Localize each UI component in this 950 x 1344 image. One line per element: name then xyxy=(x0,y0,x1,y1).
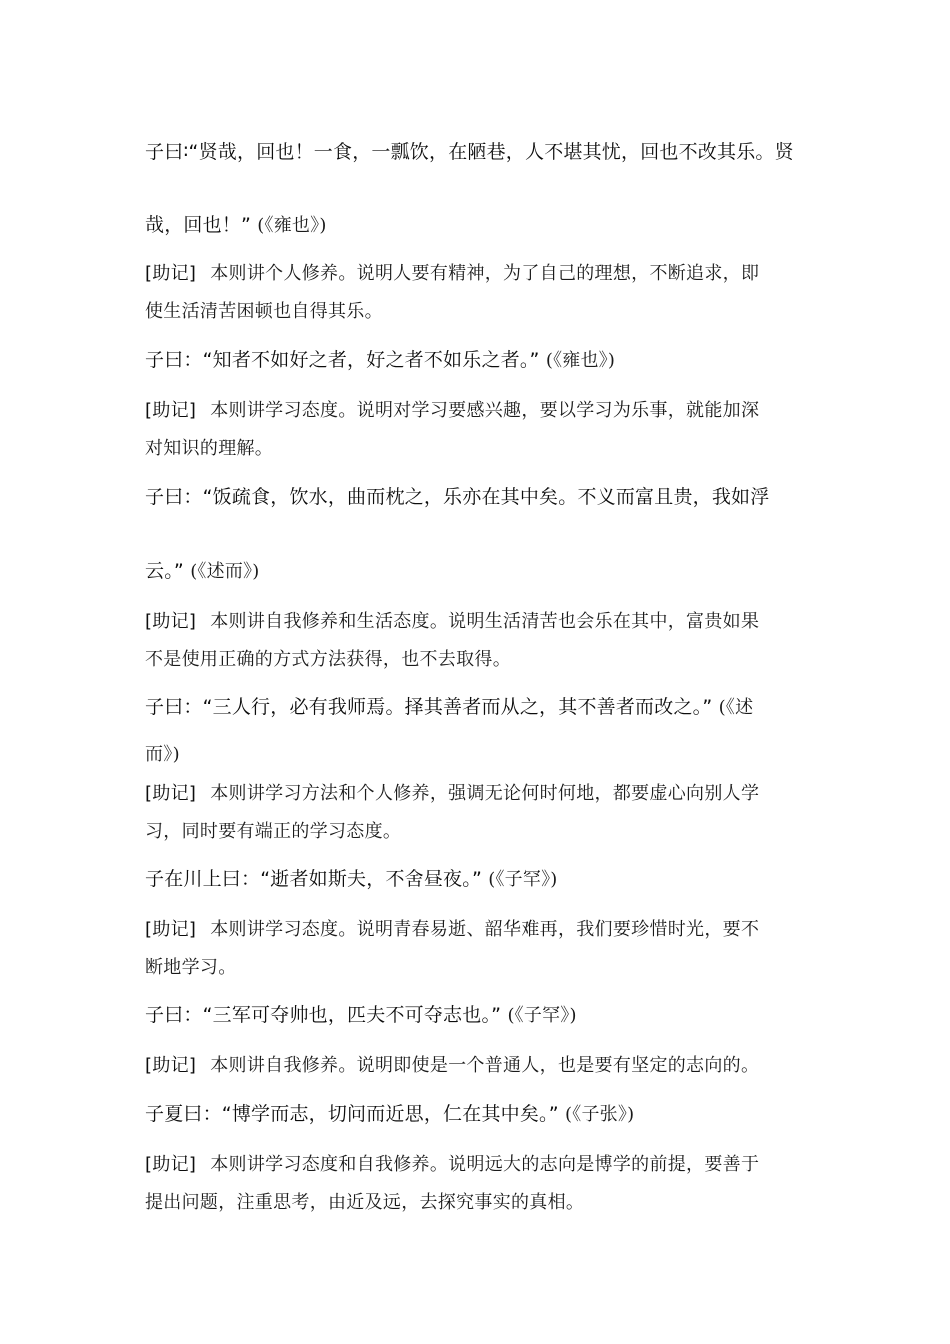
quote-line: 子曰：“三人行，必有我师焉。择其善者而从之，其不善者而改之。” (《述 xyxy=(145,696,754,718)
note-line: [助记] 本则讲学习态度。说明对学习要感兴趣，要以学习为乐事，就能加深 xyxy=(145,400,760,421)
note-line: 使生活清苦困顿也自得其乐。 xyxy=(145,301,383,322)
quote-line: 子曰：“三军可夺帅也，匹夫不可夺志也。” (《子罕》) xyxy=(145,1004,577,1026)
note-line: [助记] 本则讲学习方法和个人修养，强调无论何时何地，都要虚心向别人学 xyxy=(145,783,760,804)
note-line: [助记] 本则讲学习态度和自我修养。说明远大的志向是博学的前提，要善于 xyxy=(145,1154,760,1175)
note-line: 习，同时要有端正的学习态度。 xyxy=(145,821,402,842)
note-tag: [助记] xyxy=(145,1154,197,1175)
source-continuation: 而》) xyxy=(145,744,180,765)
source-citation: (《子张》) xyxy=(565,1104,635,1125)
source-citation: (《雍也》) xyxy=(545,350,616,371)
note-tag: [助记] xyxy=(145,783,197,804)
quote-line: 子在川上曰：“逝者如斯夫，不舍昼夜。” (《子罕》) xyxy=(145,868,558,890)
note-line: 不是使用正确的方式方法获得，也不去取得。 xyxy=(145,649,511,670)
note-line: 提出问题，注重思考，由近及远，去探究事实的真相。 xyxy=(145,1192,585,1213)
source-citation: (《述而》) xyxy=(190,561,260,582)
quote-line: 云。” (《述而》) xyxy=(145,560,260,582)
source-citation: (《雍也》) xyxy=(257,215,327,236)
quote-line: 子曰：“知者不如好之者，好之者不如乐之者。” (《雍也》) xyxy=(145,349,616,371)
source-citation: (《子罕》) xyxy=(488,869,558,890)
note-line: [助记] 本则讲学习态度。说明青春易逝、韶华难再，我们要珍惜时光，要不 xyxy=(145,919,760,940)
note-tag: [助记] xyxy=(145,400,197,421)
note-tag: [助记] xyxy=(145,263,197,284)
note-line: 断地学习。 xyxy=(145,957,237,978)
note-tag: [助记] xyxy=(145,919,197,940)
source-citation: (《述 xyxy=(718,697,754,718)
note-line: [助记] 本则讲个人修养。说明人要有精神，为了自己的理想，不断追求，即 xyxy=(145,263,760,284)
quote-line: 子夏曰：“博学而志，切问而近思，仁在其中矣。” (《子张》) xyxy=(145,1103,635,1125)
note-line: [助记] 本则讲自我修养和生活态度。说明生活清苦也会乐在其中，富贵如果 xyxy=(145,611,760,632)
note-line: [助记] 本则讲自我修养。说明即使是一个普通人，也是要有坚定的志向的。 xyxy=(145,1055,760,1076)
note-tag: [助记] xyxy=(145,611,197,632)
quote-line: 子曰∶“贤哉，回也！一食，一瓢饮，在陋巷，人不堪其忧，回也不改其乐。贤 xyxy=(145,141,794,163)
note-tag: [助记] xyxy=(145,1055,197,1076)
quote-line: 哉，回也！” (《雍也》) xyxy=(145,214,327,236)
quote-line: 子曰：“饭疏食，饮水，曲而枕之，乐亦在其中矣。不义而富且贵，我如浮 xyxy=(145,486,770,508)
note-line: 对知识的理解。 xyxy=(145,438,274,459)
source-citation: (《子罕》) xyxy=(507,1005,577,1026)
